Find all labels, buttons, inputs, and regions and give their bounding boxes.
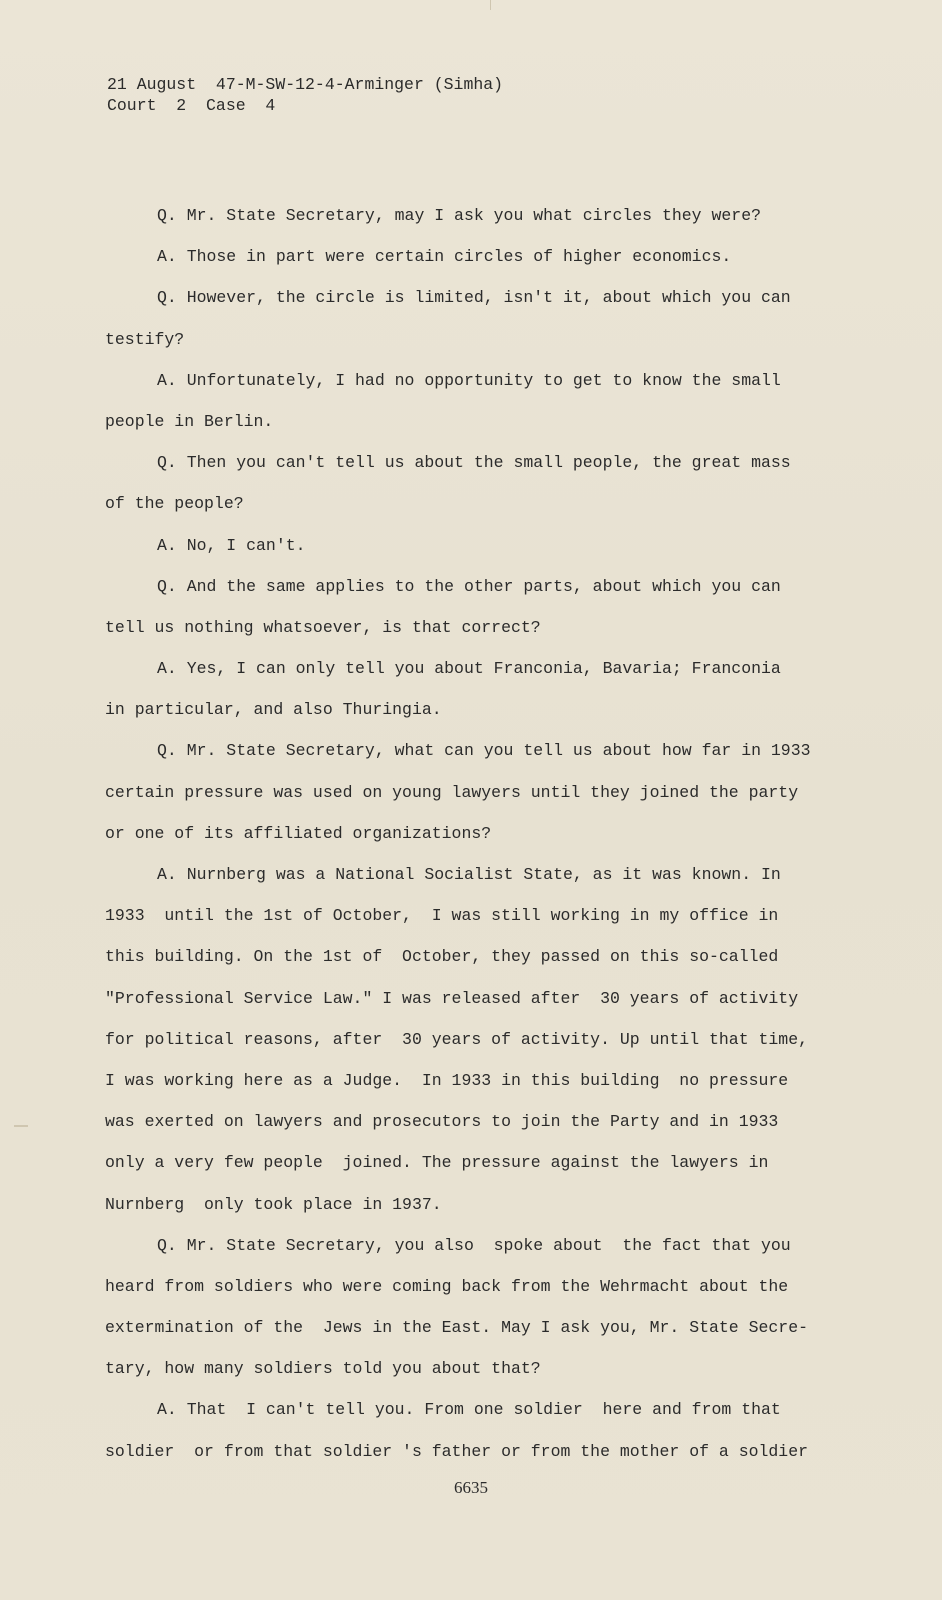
transcript-line: A. Those in part were certain circles of higher economics. — [157, 247, 732, 267]
transcript-line: tary, how many soldiers told you about that? — [105, 1359, 541, 1379]
margin-smudge — [14, 1125, 28, 1127]
transcript-line: A. That I can't tell you. From one soldier here and from that — [157, 1400, 781, 1420]
transcript-line: was exerted on lawyers and prosecutors to join the Party and in 1933 — [105, 1112, 779, 1132]
transcript-line: soldier or from that soldier 's father or from the mother of a soldier — [105, 1441, 809, 1461]
transcript-line: or one of its affiliated organizations? — [105, 823, 492, 843]
transcript-line: Q. And the same applies to the other parts, about which you can — [157, 576, 781, 596]
transcript-line: A. Yes, I can only tell you about Franconia, Bavaria; Franconia — [157, 659, 781, 679]
transcript-line: Nurnberg only took place in 1937. — [105, 1194, 442, 1214]
transcript-line: heard from soldiers who were coming back from the Wehrmacht about the — [105, 1276, 789, 1296]
header-date-reference: 21 August 47-M-SW-12-4-Arminger (Simha) — [107, 75, 504, 94]
document-header — [107, 74, 503, 116]
transcript-line: I was working here as a Judge. In 1933 in this building no pressure — [105, 1070, 789, 1090]
transcript-line: "Professional Service Law." I was released after 30 years of activity — [105, 988, 799, 1008]
transcript-line: A. Unfortunately, I had no opportunity to get to know the small — [157, 370, 781, 390]
page-number: 6635 — [454, 1478, 488, 1497]
transcript-line: 1933 until the 1st of October, I was still working in my office in — [105, 906, 779, 926]
fold-mark — [490, 0, 491, 10]
transcript-line: Q. Mr. State Secretary, what can you tell us about how far in 1933 — [157, 741, 811, 761]
transcript-line: Q. Then you can't tell us about the small people, the great mass — [157, 453, 791, 473]
transcript-line: extermination of the Jews in the East. May I ask you, Mr. State Secre- — [105, 1318, 809, 1338]
transcript-line: only a very few people joined. The pressure against the lawyers in — [105, 1153, 769, 1173]
transcript-line: A. Nurnberg was a National Socialist State, as it was known. In — [157, 865, 781, 884]
transcript-line: this building. On the 1st of October, they passed on this so-called — [105, 947, 779, 967]
transcript-line: for political reasons, after 30 years of activity. Up until that time, — [105, 1029, 809, 1049]
transcript-line: testify? — [105, 329, 185, 349]
transcript-line: people in Berlin. — [105, 411, 274, 431]
header-court-case: Court 2 Case 4 — [107, 96, 276, 115]
transcript-line: certain pressure was used on young lawyers until they joined the party — [105, 782, 799, 802]
transcript-line: Q. Mr. State Secretary, may I ask you what circles they were? — [157, 206, 761, 225]
transcript-body — [105, 195, 825, 1472]
transcript-line: in particular, and also Thuringia. — [105, 700, 442, 720]
transcript-line: Q. However, the circle is limited, isn't it, about which you can — [157, 288, 791, 308]
transcript-line: of the people? — [105, 494, 244, 514]
transcript-line: A. No, I can't. — [157, 535, 306, 555]
transcript-line: tell us nothing whatsoever, is that correct? — [105, 617, 541, 637]
transcript-line: Q. Mr. State Secretary, you also spoke about the fact that you — [157, 1235, 791, 1255]
